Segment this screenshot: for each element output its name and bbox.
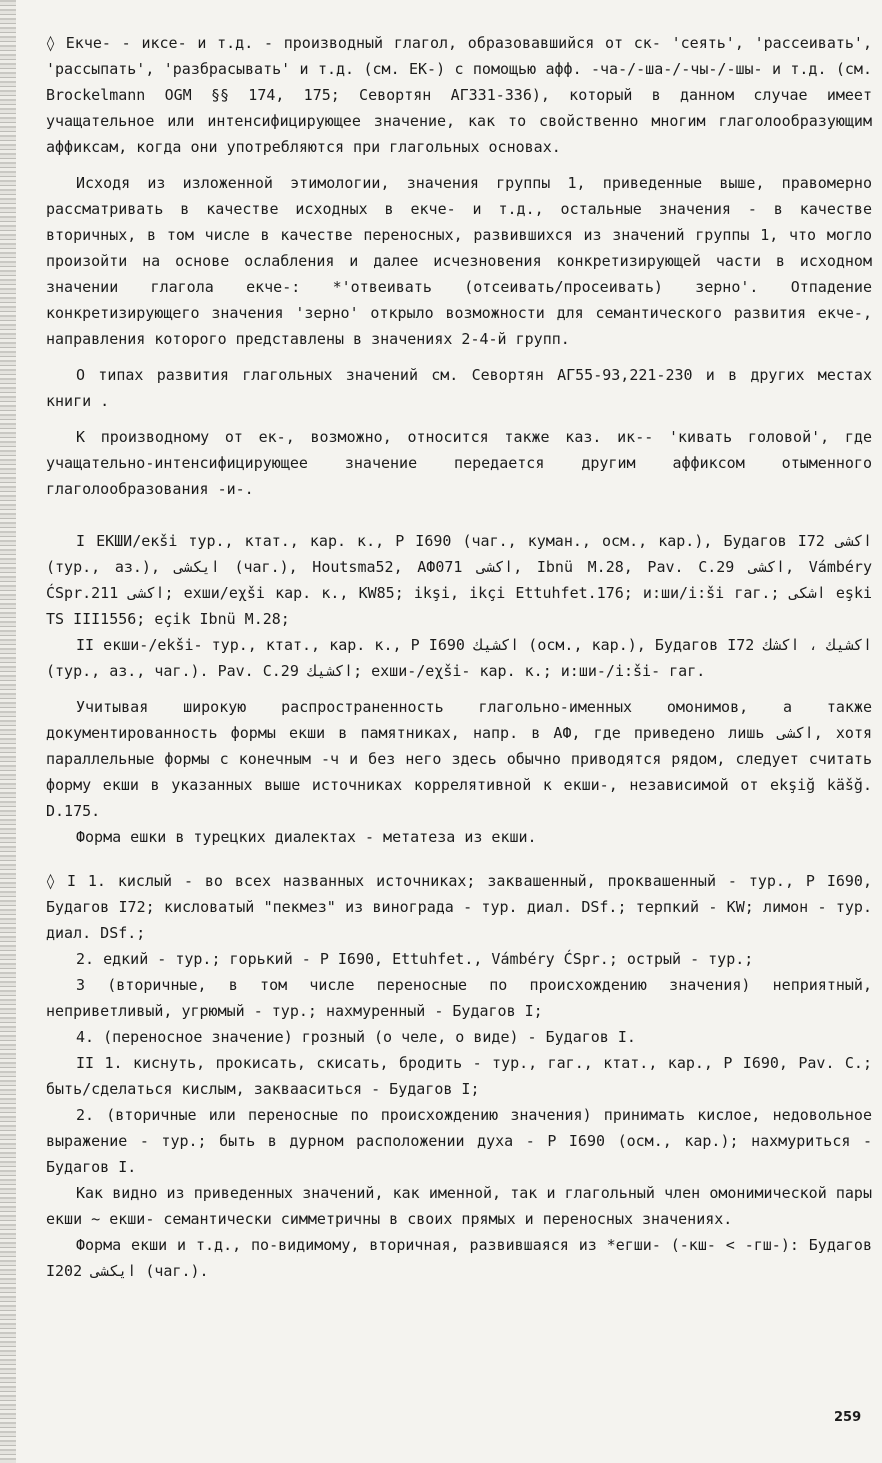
paragraph-homonyms: Учитывая широкую распространенность глагольно-именных омонимов, а также документированность формы екши в памятниках, напр. в АФ, где приведено лишь اكشى, хотя параллельные формы с конечным -ч и без него здесь обычно приводятся рядом, следует считать форму екши в указанных выше источниках коррелятивной к екши-, независимой от ekşiğ käšğ. D.175. — [46, 698, 872, 820]
paragraph-secondary-form: Форма екши и т.д., по-видимому, вторичная, развившаяся из *егши- (-кш- < -гш-): Будагов I202 ايكشى (чаг.). — [46, 1236, 872, 1280]
document-body — [46, 30, 872, 1284]
entry-verb-forms: II екши-/ekši- тур., ктат., кар. к., Р I690 اكشيك (осм., кар.), Будагов I72 اكشيك ، اكشك (тур., аз., чаг.). Pav. C.29 اكشيك; ехши-/eχši- кар. к.; и:ши-/i:ši- гаг. — [46, 636, 872, 680]
meaning-noun-1: ◊ I 1. кислый - во всех названных источниках; заквашенный, проквашенный - тур., Р I690, Будагов I72; кисловатый "пекмез" из винограда - тур. диал. DSf.; терпкий - KW; лимон - тур. диал. DSf.; — [46, 872, 872, 942]
meaning-noun-2: 2. едкий - тур.; горький - Р I690, Ettuhfet., Vámbéry ĆSpr.; острый - тур.; — [76, 950, 754, 968]
meaning-noun-4: 4. (переносное значение) грозный (о челе, о виде) - Будагов I. — [76, 1028, 636, 1046]
scan-edge — [0, 0, 16, 1463]
entry-noun-forms: I ЕКШИ/екšі тур., ктат., кар. к., Р I690 (чаг., куман., осм., кар.), Будагов I72 اكشى (тур., аз.), ايكشى (чаг.), Houtsma52, АФ071 اكشى, Ibnü M.28, Pav. C.29 اكشى, Vámbéry ĆSpr.211 اكشى; ехши/eχši кар. к., KW85; ikşi, ikçi Ettuhfet.176; и:ши/i:ši гаг.; اشكى eşki TS III1556; eçik Ibnü M.28; — [46, 532, 873, 628]
page-number: 259 — [834, 1410, 862, 1425]
meaning-noun-3: 3 (вторичные, в том числе переносные по происхождению значения) неприятный, неприветливый, угрюмый - тур.; нахмуренный - Будагов I; — [46, 976, 872, 1020]
paragraph-etymology: ◊ Екче- - иксе- и т.д. - производный глагол, образовавшийся от ск- 'сеять', 'рассеивать', 'рассыпать', 'разбрасывать' и т.д. (см. ЕК-) с помощью афф. -ча-/-ша-/-чы-/-шы- и т.д. (см. Brockelmann OGM §§ 174, 175; Севортян АГ331-336), который в данном случае имеет учащательное или интенсифицирующее значение, как то свойственно многим глаголообразующим аффиксам, когда они употребляются при глагольных основах. — [46, 34, 872, 156]
paragraph-semantics: Исходя из изложенной этимологии, значения группы 1, приведенные выше, правомерно рассматривать в качестве исходных в екче- и т.д., остальные значения - в качестве вторичных, в том числе в качестве переносных, развившихся из значений группы 1, что могло произойти на основе ослабления и далее исчезновения конкретизирующей части в исходном значении глагола екче-: *'отвеивать (отсеивать/просеивать) зерно'. Отпадение конкретизирующего значения 'зерно' открыло возможности для семантического развития екче-, направления которого представлены в значениях 2-4-й групп. — [46, 174, 872, 348]
paragraph-derivative: К производному от ек-, возможно, относится также каз. ик-- 'кивать головой', где учащательно-интенсифицирующее значение передается другим аффиксом отыменного глаголообразования -и-. — [46, 428, 872, 498]
paragraph-symmetry: Как видно из приведенных значений, как именной, так и глагольный член омонимической пары екши ~ екши- семантически симметричны в своих прямых и переносных значениях. — [46, 1184, 872, 1228]
paragraph-types: О типах развития глагольных значений см. Севортян АГ55-93,221-230 и в других местах книги . — [46, 366, 872, 410]
meaning-verb-1: II 1. киснуть, прокисать, скисать, бродить - тур., гаг., ктат., кар., Р I690, Pav. C.; быть/сделаться кислым, заквааситься - Будагов I; — [46, 1054, 872, 1098]
meaning-verb-2: 2. (вторичные или переносные по происхождению значения) принимать кислое, недовольное выражение - тур.; быть в дурном расположении духа - Р I690 (осм., кар.); нахмуриться - Будагов I. — [46, 1106, 872, 1176]
paragraph-metathesis: Форма ешки в турецких диалектах - метатеза из екши. — [76, 828, 537, 846]
